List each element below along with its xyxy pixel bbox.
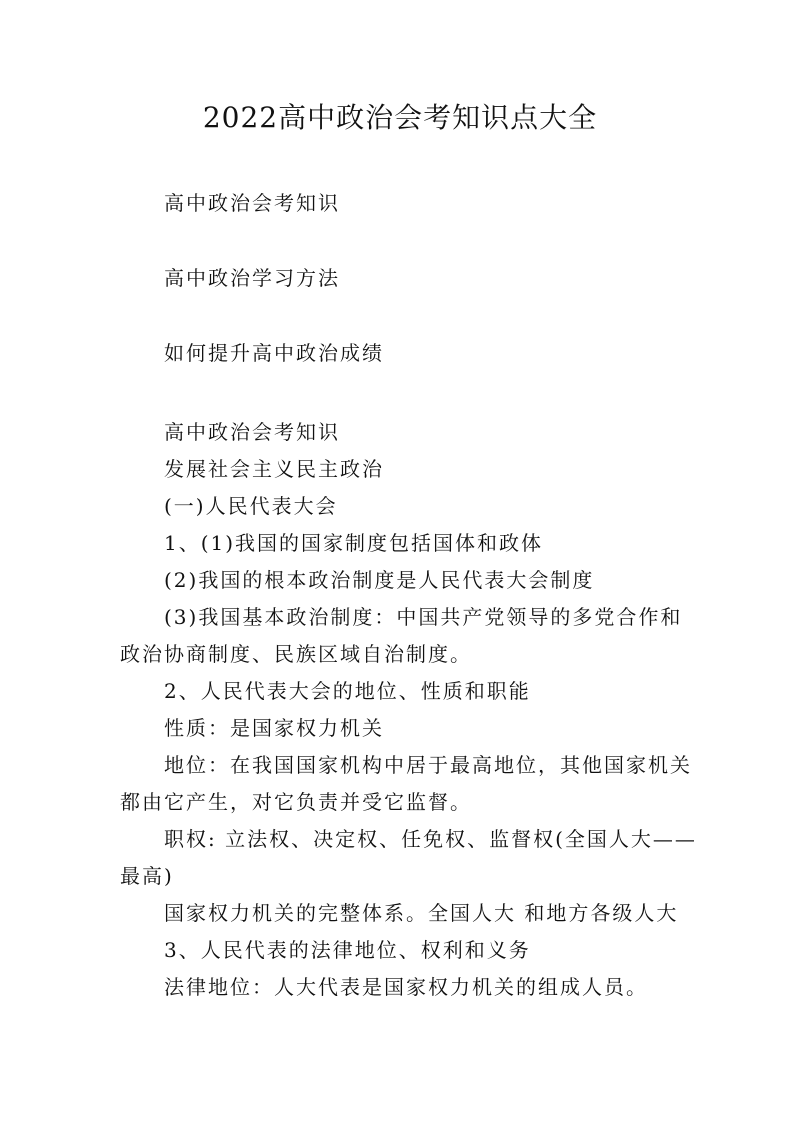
paragraph-line: 国家权力机关的完整体系。全国人大 和地方各级人大	[164, 901, 679, 925]
paragraph-line: 发展社会主义民主政治	[164, 457, 384, 481]
toc-item-2	[120, 263, 690, 293]
toc-item-text: 如何提升高中政治成绩	[164, 341, 384, 365]
paragraph-line: 最高)	[120, 864, 174, 888]
toc-item-text: 高中政治会考知识	[164, 191, 340, 215]
paragraph-line: 都由它产生，对它负责并受它监督。	[120, 790, 472, 814]
paragraph-line: 1、(1)我国的国家制度包括国体和政体	[164, 531, 544, 555]
paragraph-line: (一)人民代表大会	[164, 494, 338, 518]
paragraph-line: 3、人民代表的法律地位、权利和义务	[164, 938, 531, 962]
toc-item-1	[120, 188, 690, 218]
section-heading: 高中政治会考知识	[164, 420, 340, 444]
toc-item-text: 高中政治学习方法	[164, 266, 340, 290]
paragraph-line: 法律地位：人大代表是国家权力机关的组成人员。	[164, 975, 648, 999]
paragraph-line: 性质：是国家权力机关	[164, 716, 384, 740]
paragraph-line: 2、人民代表大会的地位、性质和职能	[164, 679, 531, 703]
paragraph-line: 地位：在我国国家机构中居于最高地位，其他国家机关	[164, 753, 692, 777]
paragraph-line: (3)我国基本政治制度：中国共产党领导的多党合作和	[164, 605, 683, 629]
paragraph-line: 政治协商制度、民族区域自治制度。	[120, 642, 472, 666]
paragraph-line: 职权: 立法权、决定权、任免权、监督权(全国人大——	[164, 827, 697, 851]
paragraph-line: (2)我国的根本政治制度是人民代表大会制度	[164, 568, 595, 592]
toc-item-3	[120, 338, 690, 368]
document-title: 2022高中政治会考知识点大全	[202, 101, 598, 134]
body-text	[120, 414, 697, 1006]
